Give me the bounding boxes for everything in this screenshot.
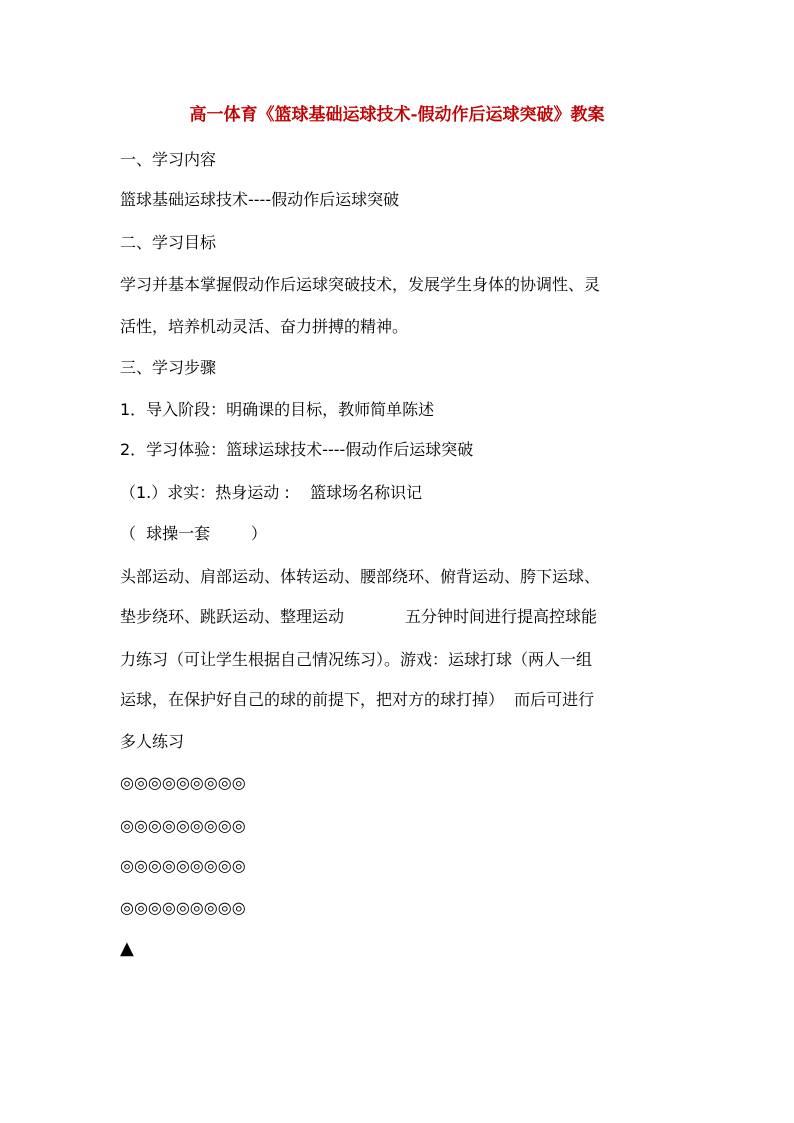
exercise-text-line-2: 垫步绕环、跳跃运动、整理运动 五分钟时间进行提高控球能: [120, 607, 598, 626]
teacher-triangle-icon: ▲: [120, 938, 134, 959]
exercise-text-line-1: 头部运动、肩部运动、体转运动、腰部绕环、俯背运动、胯下运球、: [120, 567, 601, 586]
content-text: 篮球基础运球技术----假动作后运球突破: [120, 190, 400, 209]
formation-row-3: ◎◎◎◎◎◎◎◎◎: [120, 856, 246, 875]
formation-row-2: ◎◎◎◎◎◎◎◎◎: [120, 816, 246, 835]
ball-exercise-line: （ 球操一套 ）: [120, 524, 267, 543]
document-title: 高一体育《篮球基础运球技术-假动作后运球突破》教案: [189, 105, 605, 125]
step-1: 1．导入阶段：明确课的目标，教师简单陈述: [120, 400, 435, 419]
section-heading-steps: 三、学习步骤: [120, 358, 217, 377]
goals-text-line-2: 活性，培养机动灵活、奋力拼搏的精神。: [120, 317, 409, 336]
formation-row-4: ◎◎◎◎◎◎◎◎◎: [120, 898, 246, 917]
step-2-sub-1: （1.）求实：热身运动 : 篮球场名称识记: [120, 483, 423, 502]
section-heading-content: 一、学习内容: [120, 150, 217, 169]
exercise-text-line-4: 运球，在保护好自己的球的前提下，把对方的球打掉） 而后可进行: [120, 690, 595, 709]
formation-row-1: ◎◎◎◎◎◎◎◎◎: [120, 773, 246, 792]
section-heading-goals: 二、学习目标: [120, 233, 217, 252]
step-2: 2．学习体验：篮球运球技术----假动作后运球突破: [120, 440, 474, 459]
exercise-text-line-3: 力练习（可让学生根据自己情况练习）。游戏：运球打球（两人一组: [120, 650, 593, 669]
goals-text-line-1: 学习并基本掌握假动作后运球突破技术，发展学生身体的协调性、灵: [120, 275, 601, 294]
exercise-text-line-5: 多人练习: [120, 732, 185, 751]
